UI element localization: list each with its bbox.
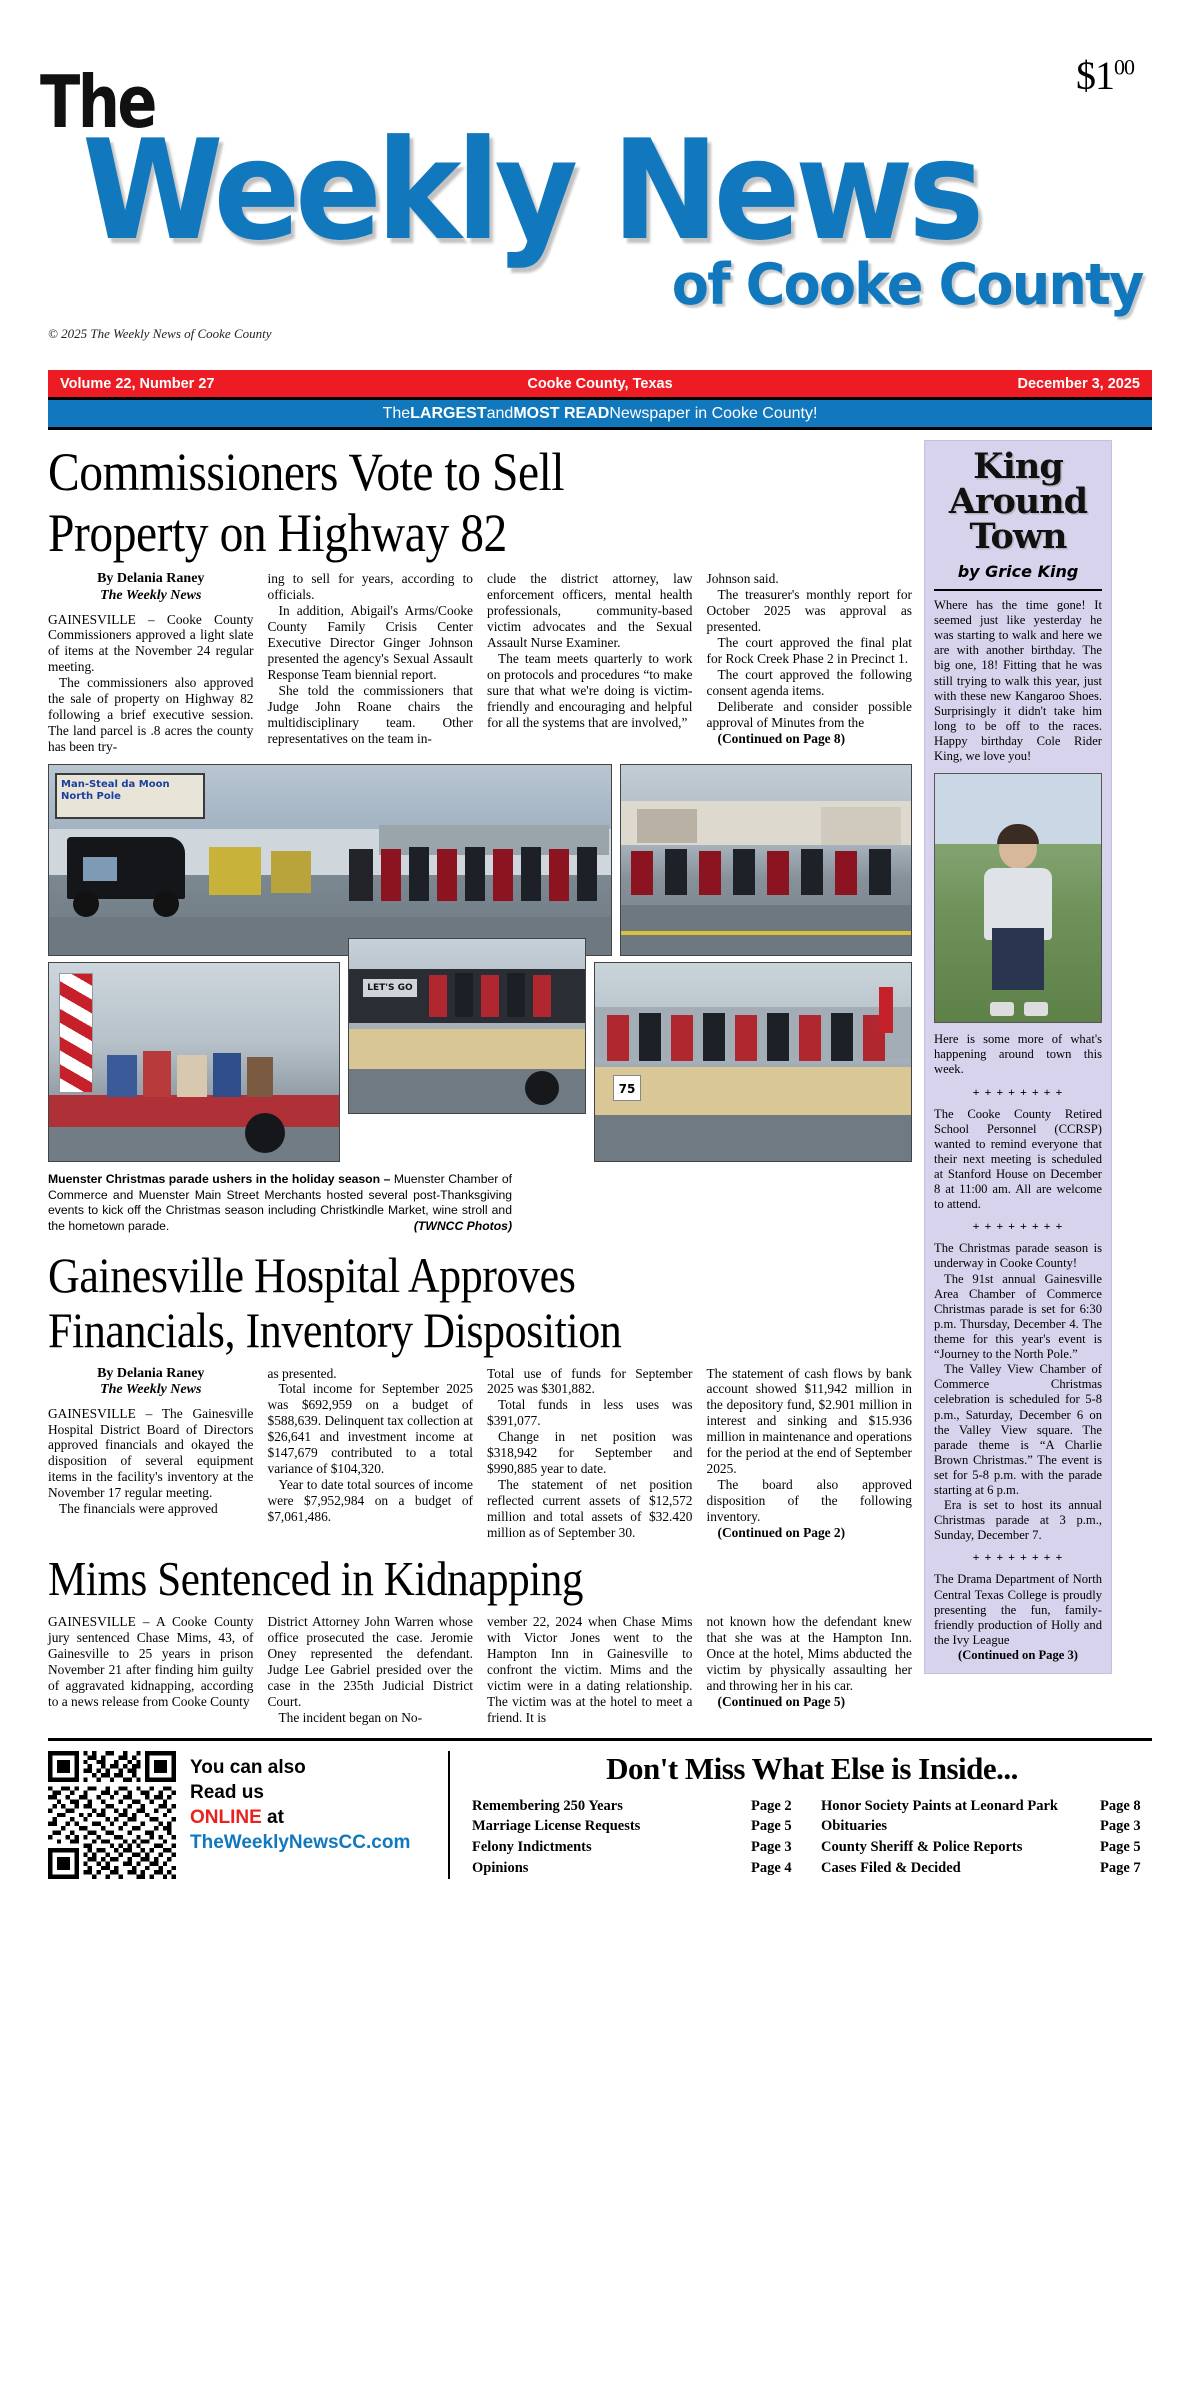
index-row[interactable] — [472, 1837, 803, 1858]
dont-miss-title: Don't Miss What Else is Inside... — [606, 1750, 1018, 1786]
paragraph: Johnson said. — [706, 571, 779, 587]
paragraph: The team meets quarterly to work on protocols and procedures “to make sure that what we're doing is victim-friendly and encouraging and helpful for all the systems that are involved,” — [487, 651, 693, 731]
paragraph: Deliberate and consider possible approval of Minutes from the — [706, 699, 912, 731]
paragraph: not known how the defendant knew that she was at the Hampton Inn. Once at the hotel, Mims abducted the victim by physically assaulting her and throwing her in his car. — [706, 1613, 912, 1693]
paragraph: She told the commissioners that Judge John Roane chairs the multidisciplinary team. Other representatives on the team in- — [267, 683, 473, 746]
paragraph: District Attorney John Warren whose office prosecuted the case. Jeromie Oney represented the defendant. Judge Lee Gabriel presided over the case in the 235th Judicial District Court. — [267, 1613, 473, 1709]
paragraph: vember 22, 2024 when Chase Mims with Victor Jones went to the Hampton Inn in Gainesville to confront the victim. Mims and the victim were in a dating relationship. The victim was at the hotel to meet a friend. It is — [487, 1613, 693, 1725]
paragraph: Total use of funds for September 2025 was $301,882. — [487, 1365, 693, 1397]
caption-body: Muenster Chamber of Commerce and Muenster Main Street Merchants hosted several post-Thanksgiving events to kick off the Christmas season including Christkindle Market, wine stroll and the hometown parade. — [48, 1172, 512, 1233]
masthead-of-cooke-county: of Cooke County — [671, 252, 1142, 318]
sidebar-title-line3: Town — [969, 516, 1067, 557]
volume-number: Volume 22, Number 27 — [60, 375, 215, 392]
paragraph: GAINESVILLE – The Gainesville Hospital District Board of Directors approved financials and okayed the disposition of several equipment items in the facility's inventory at the November 17 regular meeting. — [48, 1405, 254, 1501]
sidebar-separator: + + + + + + + + — [972, 1219, 1064, 1234]
sidebar-byline: by Grice King — [957, 562, 1079, 581]
index-row[interactable] — [472, 1796, 803, 1817]
parade-photo-top-right — [620, 764, 912, 956]
paragraph: as presented. — [267, 1365, 337, 1381]
article3-col4 — [707, 1614, 913, 1726]
parade-photo-bottom-right: 75 — [594, 962, 912, 1162]
headline-commissioners-line1: Commissioners Vote to Sell — [48, 442, 565, 502]
paragraph: clude the district attorney, law enforcement officers, mental health professionals, community-based victim advocates and the Sexual Assault Nurse Examiner. — [487, 571, 693, 651]
sidebar-paragraph: The 91st annual Gainesville Area Chamber of Commerce Christmas parade is set for 6:30 p.m. Thursday, December 4. The theme for this year's event is “Journey to the North Pole.” — [934, 1271, 1102, 1362]
paragraph: The treasurer's monthly report for October 2025 was approval as presented. — [706, 587, 912, 635]
tagline-most-read: MOST READ — [513, 404, 610, 422]
tagline-post: Newspaper in Cooke County! — [609, 404, 818, 422]
article1-col2 — [268, 571, 474, 755]
paragraph: Total income for September 2025 was $692,959 on a budget of $588,639. Delinquent tax collection at $26,641 and investment income at $147,679 contributed to a total variance of $104,320. — [267, 1381, 473, 1477]
photo-credit: (TWNCC Photos) — [413, 1218, 512, 1233]
caption-lead: Muenster Christmas parade ushers in the holiday season – — [48, 1172, 394, 1187]
headline-hospital-line2: Financials, Inventory Disposition — [48, 1301, 622, 1358]
sidebar-separator: + + + + + + + + — [972, 1550, 1064, 1565]
paragraph: GAINESVILLE – A Cooke County jury sentenced Chase Mims, 43, of Gainesville to 25 years in prison November 21 after finding him guilty of aggravated kidnapping, according to a news release from Cooke County — [48, 1613, 254, 1709]
index-title: Opinions — [472, 1860, 529, 1877]
article1-col4 — [707, 571, 913, 755]
info-bar — [48, 370, 1152, 400]
parade-photo-bottom-left — [48, 962, 340, 1162]
article3-col1 — [48, 1614, 254, 1726]
sidebar-paragraph: Era is set to host its annual Christmas parade at 3 p.m., Sunday, December 7. — [934, 1498, 1102, 1543]
index-title: Felony Indictments — [472, 1839, 592, 1856]
index-title: County Sheriff & Police Reports — [821, 1839, 1023, 1856]
headline-commissioners-line2: Property on Highway 82 — [48, 503, 507, 564]
index-table-left — [472, 1796, 803, 1879]
index-row[interactable] — [821, 1796, 1152, 1817]
article2-col3 — [487, 1366, 693, 1541]
sidebar-paragraph: Where has the time gone! It seemed just like yesterday he was starting to walk and here we are with another birthday. The big one, 18! Fitting that he was still trying to walk this year, just with these new Kangaroo Shoes. Surprisingly it didn't take him long to be off to the races. Happy birthday Cole Rider King, we love you! — [934, 598, 1102, 764]
continued-link[interactable]: (Continued on Page 2) — [717, 1525, 846, 1541]
paragraph: In addition, Abigail's Arms/Cooke County Family Crisis Center Executive Director Ginger Johnson presented the agency's Sexual Assault Response Team biennial report. — [267, 603, 473, 683]
index-row[interactable] — [472, 1858, 803, 1879]
paragraph: The commissioners also approved the sale of property on Highway 82 following a brief executive session. The land parcel is .8 acres the county has been try- — [48, 675, 254, 755]
masthead-weekly-news: Weekly News — [82, 110, 979, 271]
paragraph: The court approved the final plat for Rock Creek Phase 2 in Precinct 1. — [706, 635, 912, 667]
paragraph: Year to date total sources of income were $7,952,984 on a budget of $7,061,486. — [267, 1477, 473, 1525]
paragraph: GAINESVILLE – Cooke County Commissioners approved a light slate of items at the November 24 regular meeting. — [48, 611, 254, 675]
qr-code[interactable] — [48, 1751, 176, 1879]
index-row[interactable] — [472, 1816, 803, 1837]
article1-byline — [48, 571, 254, 604]
index-page: Page 3 — [1100, 1818, 1141, 1835]
index-page: Page 3 — [751, 1839, 792, 1856]
sidebar-title-line2: Around — [948, 481, 1088, 522]
sidebar-title-line1: King — [973, 446, 1063, 487]
parade-photo-group — [48, 764, 912, 1164]
article2-col1 — [48, 1366, 254, 1541]
paragraph: The court approved the following consent agenda items. — [706, 667, 912, 699]
paragraph: The statement of cash flows by bank account showed $11,942 million in the depository fund, $2.901 million in interest and sinking and $15.936 million in maintenance and operations for the period at the end of September 2025. — [706, 1365, 912, 1477]
byline-author: By Delania Raney — [97, 571, 205, 587]
photo-caption — [48, 1172, 512, 1234]
location-label: Cooke County, Texas — [527, 375, 673, 392]
main-content — [48, 440, 912, 1726]
sidebar-paragraph: The Valley View Chamber of Commerce Christmas celebration is scheduled for 5-8 p.m., Saturday, December 6 on the Valley View square. The parade theme is “A Charlie Brown Christmas.” The event is set for 5-8 p.m. with the parade starting at 6 p.m. — [934, 1362, 1102, 1498]
continued-link[interactable]: (Continued on Page 3) — [958, 1648, 1078, 1663]
article2-col4 — [707, 1366, 913, 1541]
index-title: Marriage License Requests — [472, 1818, 641, 1835]
parade-photo-bottom-middle: LET'S GO — [348, 938, 586, 1114]
parade-sign-text: Man-Steal da Moon North Pole — [61, 779, 170, 802]
index-page: Page 8 — [1100, 1797, 1141, 1814]
dont-miss-section — [448, 1751, 1152, 1879]
price-label: $\$1^{00}$ — [1076, 53, 1134, 98]
online-promo — [190, 1751, 448, 1879]
index-table-right — [821, 1796, 1152, 1879]
headline-mims: Mims Sentenced in Kidnapping — [48, 1551, 583, 1606]
index-row[interactable] — [821, 1816, 1152, 1837]
footer — [48, 1738, 1152, 1879]
continued-link[interactable]: (Continued on Page 8) — [717, 731, 846, 746]
paragraph: Change in net position was $318,942 for September and $990,885 year to date. — [487, 1429, 693, 1477]
masthead — [40, 0, 1152, 370]
tagline-pre: The — [382, 404, 411, 422]
tagline-bar — [48, 400, 1152, 430]
index-row[interactable] — [821, 1858, 1152, 1879]
paragraph: The financials were approved — [59, 1501, 218, 1517]
paragraph: The board also approved disposition of the following inventory. — [706, 1477, 912, 1525]
sidebar-photo-cole-king — [934, 773, 1102, 1023]
article3-columns — [48, 1614, 912, 1726]
king-around-town-sidebar — [924, 440, 1112, 1726]
sidebar-paragraph: Here is some more of what's happening around town this week. — [934, 1032, 1102, 1077]
index-page: Page 7 — [1100, 1860, 1141, 1877]
article1-col3 — [487, 571, 693, 755]
online-keyword: ONLINE — [190, 1806, 262, 1828]
copyright-line: © 2025 The Weekly News of Cooke County — [48, 326, 272, 341]
masthead-the: The — [40, 60, 155, 144]
article3-col3 — [487, 1614, 693, 1726]
paragraph: The statement of net position reflected current assets of $12,572 million and total assets of $32.420 million as of September 30. — [487, 1477, 693, 1541]
index-row[interactable] — [821, 1837, 1152, 1858]
index-page: Page 2 — [751, 1797, 792, 1814]
article2-byline — [48, 1366, 254, 1399]
sidebar-paragraph: The Drama Department of North Central Texas College is proudly presenting the fun, family-friendly production of Holly and the Ivy League — [934, 1572, 1102, 1647]
paragraph: Total funds in less uses was $391,077. — [487, 1397, 693, 1429]
index-listing — [472, 1796, 1152, 1879]
tagline-mid: and — [486, 404, 514, 422]
sidebar-divider — [934, 589, 1102, 591]
index-title: Honor Society Paints at Leonard Park — [821, 1797, 1058, 1814]
index-title: Cases Filed & Decided — [821, 1860, 961, 1877]
tagline-largest: LARGEST — [410, 404, 487, 422]
paragraph: ing to sell for years, according to officials. — [267, 571, 473, 603]
article1-columns — [48, 571, 912, 755]
headline-hospital-line1: Gainesville Hospital Approves — [48, 1246, 576, 1303]
sidebar-paragraph: The Christmas parade season is underway in Cooke County! — [934, 1241, 1102, 1271]
parade-photo-top — [48, 764, 612, 956]
online-line1: You can also — [190, 1756, 306, 1778]
issue-date: December 3, 2025 — [1017, 375, 1140, 392]
sidebar-separator: + + + + + + + + — [972, 1084, 1064, 1099]
online-line2: Read us — [190, 1781, 264, 1803]
index-page: Page 5 — [751, 1818, 792, 1835]
online-at: at — [261, 1806, 284, 1828]
article2-col2 — [268, 1366, 474, 1541]
index-page: Page 5 — [1100, 1839, 1141, 1856]
byline-author: By Delania Raney — [97, 1365, 205, 1381]
byline-publication: The Weekly News — [100, 587, 202, 603]
article2-columns — [48, 1366, 912, 1541]
index-title: Remembering 250 Years — [472, 1797, 623, 1814]
website-url-link[interactable]: TheWeeklyNewsCC.com — [190, 1831, 411, 1853]
sidebar-paragraph: The Cooke County Retired School Personnel (CCRSP) wanted to remind everyone that their next meeting is scheduled at Stanford House on December 8 at 11:00 am. All are welcome to attend. — [934, 1106, 1102, 1212]
article1-col1 — [48, 571, 254, 755]
continued-link[interactable]: (Continued on Page 5) — [717, 1693, 846, 1709]
byline-publication: The Weekly News — [100, 1382, 202, 1398]
paragraph: The incident began on No- — [278, 1709, 423, 1725]
index-page: Page 4 — [751, 1860, 792, 1877]
online-line3 — [190, 1805, 448, 1830]
index-title: Obituaries — [821, 1818, 888, 1835]
article3-col2 — [268, 1614, 474, 1726]
